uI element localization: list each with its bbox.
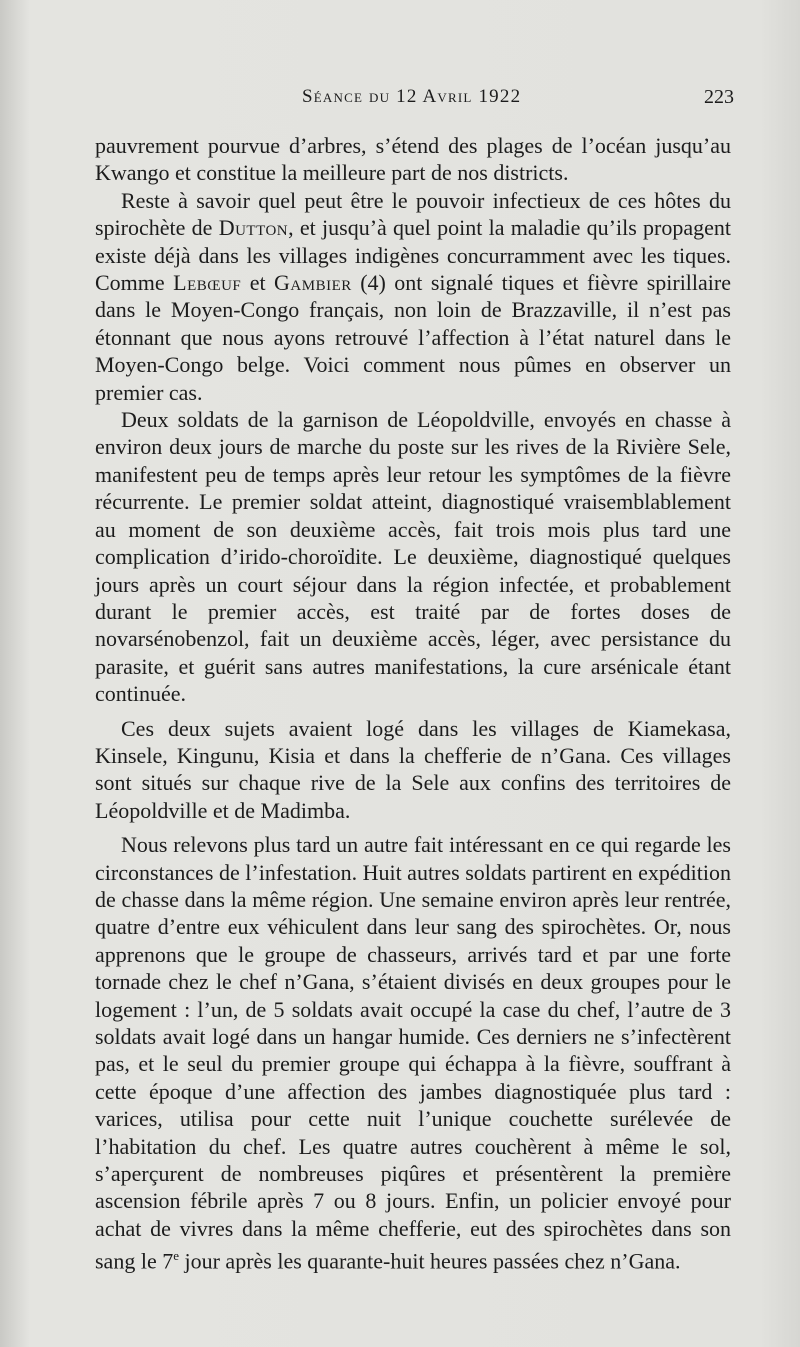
body-text bbox=[95, 132, 731, 1275]
paragraph-text: Deux soldats de la garnison de Léopoldville, envoyés en chasse à environ deux jours de marche du poste sur les rives de la Rivière Sele, manifestent peu de temps après leur retour les symptômes de la fièvre récurrente. Le premier soldat atteint, diagnostiqué vraisemblablement au moment de son deuxième accès, fait trois mois plus tard une complication d’irido-choroïdite. Le deuxième, diagnostiqué quelques jours après un court séjour dans la région infectée, et probablement durant le premier accès, est traité par de fortes doses de novarsénobenzol, fait un deuxième accès, léger, avec persistance du parasite, et guérit sans autres manifestations, la cure arsénicale étant continuée. bbox=[95, 407, 731, 707]
page-number: 223 bbox=[704, 86, 734, 108]
running-title: Séance du 12 Avril 1922 bbox=[302, 86, 522, 107]
paragraph-text: pauvrement pourvue d’arbres, s’étend des plages de l’océan jusqu’au Kwango et constitue la meilleure part de nos districts. bbox=[95, 133, 731, 186]
page-header bbox=[0, 86, 800, 116]
paragraph-text: Reste à savoir quel peut être le pouvoir infectieux de ces hôtes du spirochète de bbox=[95, 187, 731, 241]
paragraph-text: jour après les quarante-huit heures passées chez n’Gana. bbox=[178, 1248, 681, 1274]
paragraph-spirochete bbox=[95, 187, 731, 406]
paragraph-text: et bbox=[241, 270, 275, 296]
paragraph-text: Ces deux sujets avaient logé dans les villages de Kiamekasa, Kinsele, Kingunu, Kisia et dans la chefferie de n’Gana. Ces villages sont situés sur chaque rive de la Sele aux confins des territoires de Léopoldville et de Madimba. bbox=[95, 715, 731, 823]
author-name: Lebœuf bbox=[173, 270, 242, 296]
paragraph-infestation bbox=[95, 831, 731, 1275]
paragraph-text: Nous relevons plus tard un autre fait intéressant en ce qui regarde les circonstances de l’infestation. Huit autres soldats partirent en expédition de chasse dans la même région. Une semaine environ après leur rentrée, quatre d’entre eux véhiculent dans leur sang des spirochètes. Or, nous apprenons que le groupe de chasseurs, arrivés tard et par une forte tornade chez le chef n’Gana, s’étaient divisés en deux groupes pour le logement : l’un, de 5 soldats avait occupé la case du chef, l’autre de 3 soldats avait logé dans un hangar humide. Ces derniers ne s’infectèrent pas, et le seul du premier groupe qui échappa à la fièvre, souffrant à cette époque d’une affection des jambes diagnostiquée plus tard : varices, utilisa pour cette nuit l’unique couchette surélevée de l’habitation du chef. Les quatre autres couchèrent à même le sol, s’aperçurent de nombreuses piqûres et présentèrent la première ascension fébrile après 7 ou 8 jours. Enfin, un policier envoyé pour achat de vivres dans la même chefferie, eut des spirochètes dans son sang le bbox=[95, 832, 731, 1274]
paragraph-two-soldiers bbox=[95, 406, 731, 707]
paragraph-villages bbox=[95, 715, 731, 825]
ordinal-number: 7 bbox=[162, 1248, 174, 1274]
ordinal-suffix: e bbox=[173, 1248, 179, 1264]
author-name: Dutton bbox=[218, 215, 289, 241]
paragraph-text: , et jusqu’à quel point la maladie qu’ils propagent existe déjà dans les villages indigènes concurramment avec les tiques. Comme bbox=[95, 215, 731, 296]
paragraph-text: (4) ont signalé tiques et fièvre spirillaire dans le Moyen-Congo français, non loin de Brazzaville, il n’est pas étonnant que nous ayons retrouvé l’affection à l’état naturel dans le Moyen-Congo belge. Voici comment nous pûmes en observer un premier cas. bbox=[95, 270, 732, 405]
paragraph-continued bbox=[95, 132, 731, 187]
author-name: Gambier bbox=[274, 270, 352, 296]
